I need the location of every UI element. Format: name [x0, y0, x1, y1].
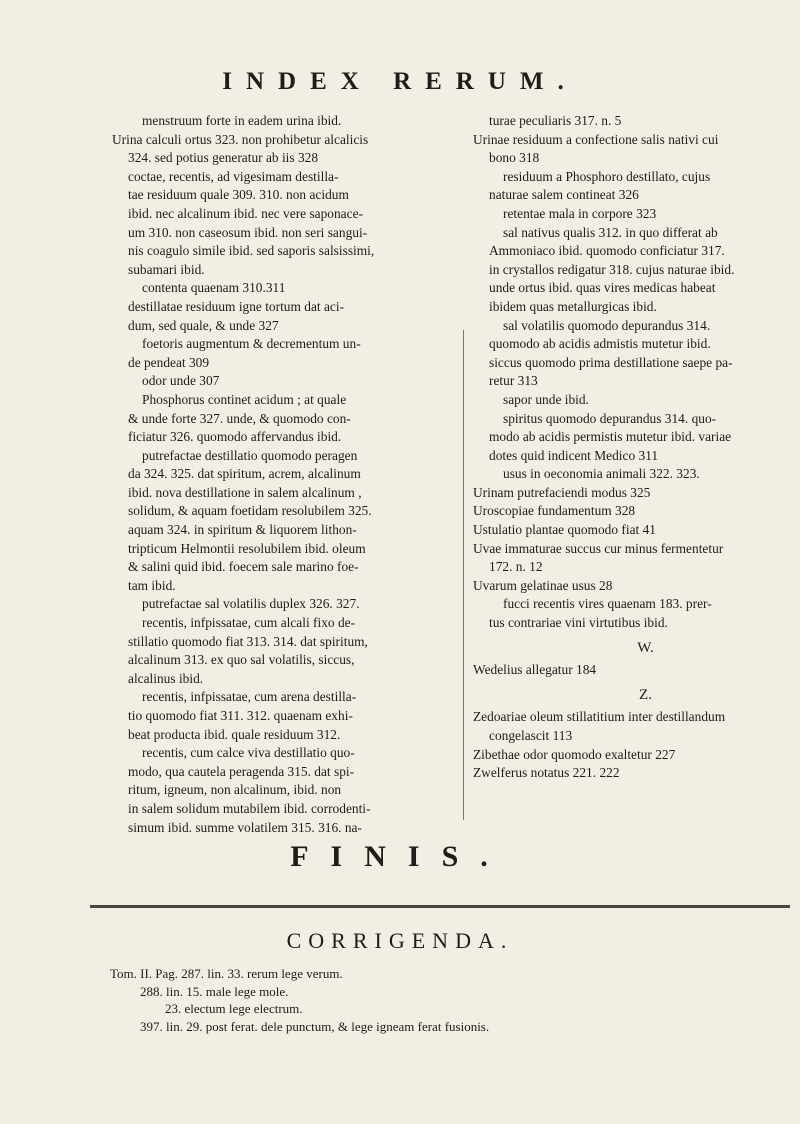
index-entry: putrefactae destillatio quomodo peragen	[142, 447, 358, 463]
index-entry: unde ortus ibid. quas vires medicas habeat	[489, 280, 716, 296]
index-entry: Ammoniaco ibid. quomodo conficiatur 317.	[489, 243, 725, 259]
index-entry: sal volatilis quomodo depurandus 314.	[503, 317, 711, 333]
index-entry: Uroscopiae fundamentum 328	[473, 503, 636, 519]
index-entry-z-4: Zwelferus notatus 221. 222	[473, 765, 620, 781]
index-entry: & salini quid ibid. foecem sale marino foe-	[128, 559, 359, 575]
index-entry: sapor unde ibid.	[503, 391, 589, 407]
index-entry: menstruum forte in eadem urina ibid.	[142, 113, 342, 128]
index-entry: fucci recentis vires quaenam 183. prer-	[503, 596, 712, 612]
index-entry: beat producta ibid. quale residuum 312.	[128, 726, 341, 742]
index-entry: ibid. nec alcalinum ibid. nec vere saponace-	[128, 205, 363, 221]
index-entry: modo ab acidis permistis mutetur ibid. variae	[489, 429, 732, 445]
index-entry: nis coagulo simile ibid. sed saporis salsissimi,	[128, 243, 375, 259]
index-entry: quomodo ab acidis admistis mutetur ibid.	[489, 336, 711, 352]
index-entry-z-3: Zibethae odor quomodo exaltetur 227	[473, 746, 676, 762]
corrigenda-line: 23. electum lege electrum.	[165, 1001, 303, 1016]
index-entry: da 324. 325. dat spiritum, acrem, alcalinum	[128, 466, 361, 482]
index-entry: retentae mala in corpore 323	[503, 205, 657, 221]
index-column-right	[473, 112, 800, 783]
index-entry: bono 318	[489, 150, 540, 166]
corrigenda-list	[110, 965, 760, 1035]
index-entry: turae peculiaris 317. n. 5	[489, 113, 622, 128]
index-entry: simum ibid. summe volatilem 315. 316. na-	[128, 819, 362, 835]
index-entry: modo, qua cautela peragenda 315. dat spi-	[128, 763, 355, 779]
corrigenda-title: CORRIGENDA.	[286, 928, 514, 953]
index-entry-z-2: congelascit 113	[489, 728, 573, 743]
index-entry: recentis, infpissatae, cum alcali fixo de-	[142, 615, 356, 631]
index-entry-w: Wedelius allegatur 184	[473, 662, 597, 678]
running-head: INDEX RERUM.	[222, 68, 578, 95]
index-entry: residuum a Phosphoro destillato, cujus	[503, 168, 711, 184]
right-entries	[473, 112, 800, 633]
index-entry: um 310. non caseosum ibid. non seri sangui-	[128, 224, 368, 240]
index-entry: spiritus quomodo depurandus 314. quo-	[503, 410, 717, 426]
index-entry: 324. sed potius generatur ab iis 328	[128, 150, 319, 166]
index-entry: ficiatur 326. quomodo affervandus ibid.	[128, 429, 342, 445]
index-entry: Urinam putrefaciendi modus 325	[473, 484, 651, 500]
corrigenda-line: Tom. II. Pag. 287. lin. 33. rerum lege verum.	[110, 966, 343, 981]
index-entry: ritum, igneum, non alcalinum, ibid. non	[128, 782, 342, 798]
finis-heading: FINIS.	[290, 840, 510, 873]
section-letter-w: W.	[637, 639, 654, 656]
index-entry: siccus quomodo prima destillatione saepe pa-	[489, 354, 733, 370]
index-entry: contenta quaenam 310.311	[142, 280, 286, 296]
index-entry: foetoris augmentum & decrementum un-	[142, 336, 361, 352]
index-entry: stillatio quomodo fiat 313. 314. dat spiritum,	[128, 633, 368, 649]
index-entry: destillatae residuum igne tortum dat aci-	[128, 298, 345, 314]
index-column-left	[112, 112, 457, 837]
index-entry: & unde forte 327. unde, & quomodo con-	[128, 410, 351, 426]
index-entry: tus contrariae vini virtutibus ibid.	[489, 615, 668, 631]
index-entry: odor unde 307	[142, 373, 220, 389]
corrigenda-line: 288. lin. 15. male lege mole.	[140, 983, 289, 999]
index-entry: sal nativus qualis 312. in quo differat ab	[503, 224, 718, 240]
index-entry: usus in oeconomia animali 322. 323.	[503, 466, 700, 482]
index-entry: tae residuum quale 309. 310. non acidum	[128, 187, 349, 203]
index-entry: solidum, & aquam foetidam resolubilem 325.	[128, 503, 372, 519]
index-entry: alcalinus ibid.	[128, 670, 204, 686]
index-entry: subamari ibid.	[128, 261, 205, 277]
index-entry: recentis, cum calce viva destillatio quo-	[142, 745, 355, 761]
index-entry: dum, sed quale, & unde 327	[128, 317, 279, 333]
column-divider	[463, 330, 464, 820]
index-entry: de pendeat 309	[128, 354, 210, 370]
index-entry: naturae salem contineat 326	[489, 187, 639, 203]
index-entry: aquam 324. in spiritum & liquorem lithon-	[128, 522, 357, 538]
index-entry: Ustulatio plantae quomodo fiat 41	[473, 522, 656, 538]
index-entry: tio quomodo fiat 311. 312. quaenam exhi-	[128, 708, 353, 723]
index-entry: coctae, recentis, ad vigesimam destilla-	[128, 168, 339, 184]
index-entry: tripticum Helmontii resolubilem ibid. oleum	[128, 540, 366, 556]
index-entry: recentis, infpissatae, cum arena destilla-	[142, 689, 357, 705]
index-entry: ibid. nova destillatione in salem alcalinum ,	[128, 484, 362, 500]
index-entry: in salem solidum mutabilem ibid. corrodenti-	[128, 800, 371, 816]
section-letter-z: Z.	[639, 686, 652, 703]
index-entry: alcalinum 313. ex quo sal volatilis, siccus,	[128, 652, 355, 668]
index-entry: Urinae residuum a confectione salis nativi cui	[473, 131, 719, 147]
index-entry: dotes quid indicent Medico 311	[489, 447, 659, 463]
index-entry-z-1: Zedoariae oleum stillatitium inter destillandum	[473, 709, 726, 725]
index-entry: tam ibid.	[128, 577, 176, 593]
index-entry: Phosphorus continet acidum ; at quale	[142, 391, 347, 407]
corrigenda-line: 397. lin. 29. post ferat. dele punctum, & lege igneam ferat fusionis.	[140, 1018, 490, 1034]
index-entry: retur 313	[489, 373, 538, 389]
index-entry: ibidem quas metallurgicas ibid.	[489, 298, 657, 314]
index-entry: Uvae immaturae succus cur minus fermentetur	[473, 540, 724, 556]
index-entry: Urina calculi ortus 323. non prohibetur alcalicis	[112, 131, 369, 147]
index-entry: putrefactae sal volatilis duplex 326. 327.	[142, 596, 360, 612]
index-entry: 172. n. 12	[489, 559, 543, 575]
index-entry: Uvarum gelatinae usus 28	[473, 577, 613, 593]
horizontal-rule	[90, 905, 790, 908]
index-entry: in crystallos redigatur 318. cujus naturae ibid.	[489, 261, 735, 277]
